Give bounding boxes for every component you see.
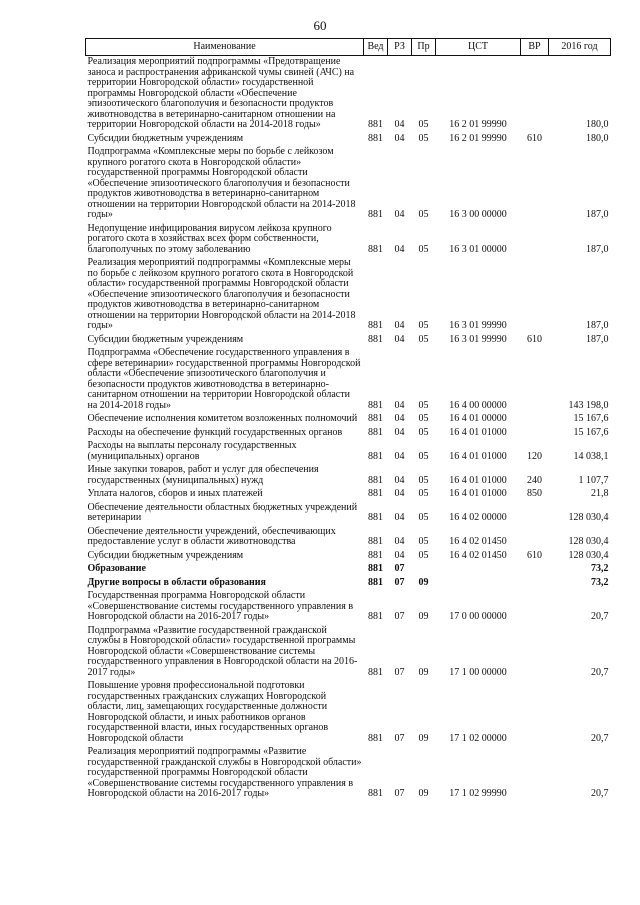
row-vr: 240: [527, 474, 542, 486]
row-cst: 16 3 01 99990: [449, 320, 507, 331]
row-ved: 881: [368, 488, 383, 499]
header-year: 2016 год: [549, 39, 611, 56]
table-row: [86, 440, 611, 464]
table-row: [86, 625, 611, 681]
row-vr: [521, 680, 549, 746]
row-ved: 881: [368, 512, 383, 523]
row-pr: 05: [418, 549, 429, 561]
row-name: Обеспечение деятельности областных бюджетных учреждений ветеринарии: [87, 501, 358, 523]
row-rz: 04: [394, 512, 405, 523]
row-amount: 20,7: [591, 788, 609, 799]
row-rz: 07: [394, 563, 405, 574]
row-name: Реализация мероприятий подпрограммы «Развитие государственной гражданской службы в Новгородской области» государственной программы Новгородской области «Совершенствование системы государственного управления в Новгородской области на 2016-2017 годы»: [87, 746, 362, 799]
row-pr: 05: [418, 119, 429, 130]
row-name: Реализация мероприятий подпрограммы «Предотвращение заноса и распространения африканской чумы свиней (АЧС) на территории Новгородской области» государственной программы Новгородской области «Обеспечение эпизоотического благополучия и безопасности продуктов животноводства в ветеринарно-санитарном отношении на территории Новгородской области на 2014-2018 годы»: [87, 56, 355, 130]
table-row: [86, 257, 611, 334]
row-cst: 16 4 01 01000: [449, 426, 507, 438]
row-name: Уплата налогов, сборов и иных платежей: [87, 488, 263, 499]
row-rz: 07: [394, 611, 405, 622]
row-ved: 881: [368, 450, 383, 462]
table-row: [86, 680, 611, 746]
row-cst: 16 4 02 00000: [449, 512, 507, 523]
row-vr: 120: [527, 450, 542, 462]
table-row: [86, 488, 611, 502]
row-vr: [521, 146, 549, 223]
row-name: Реализация мероприятий подпрограммы «Комплексные меры по борьбе с лейкозом крупного рогатого скота в Новгородской области» государственной программы Новгородской области «Обеспечение эпизоотического благополучия и безопасности продуктов животноводства в ветеринарно-санитарном отношении на территории Новгородской области на 2014-2018 годы»: [87, 257, 356, 331]
table-row: [86, 223, 611, 258]
row-ved: 881: [368, 243, 383, 255]
row-ved: 881: [368, 399, 383, 411]
row-pr: 05: [418, 413, 429, 424]
row-pr: 05: [418, 426, 429, 438]
row-name: Расходы на обеспечение функций государственных органов: [87, 426, 343, 438]
row-cst: 17 1 02 99990: [449, 788, 507, 799]
row-ved: 881: [368, 474, 383, 486]
row-pr: 05: [418, 209, 429, 220]
row-name: Недопущение инфицирования вирусом лейкоза крупного рогатого скота в хозяйствах всех форм собственности, благополучных по этому заболеванию: [87, 222, 332, 255]
table-row: [86, 334, 611, 348]
table-row: [86, 502, 611, 526]
row-name: Другие вопросы в области образования: [87, 576, 266, 588]
row-rz: 04: [394, 450, 405, 462]
table-row: [86, 347, 611, 413]
row-pr: 05: [418, 320, 429, 331]
row-ved: 881: [368, 732, 383, 744]
row-vr: 850: [527, 488, 542, 499]
row-rz: 07: [394, 788, 405, 799]
row-name: Субсидии бюджетным учреждениям: [87, 333, 244, 345]
row-ved: 881: [368, 333, 383, 345]
row-rz: 04: [394, 536, 405, 547]
row-name: Повышение уровня профессиональной подготовки государственных гражданских служащих Новгородской области, лиц, замещающих государственные должности Новгородской области, и иных работников органов государственной власти, иных государственных органов Новгородской области: [87, 680, 329, 744]
table-row: [86, 56, 611, 133]
row-ved: 881: [368, 426, 383, 438]
row-cst: 16 4 01 01000: [449, 488, 507, 499]
row-ved: 881: [368, 536, 383, 547]
row-name: Государственная программа Новгородской области «Совершенствование системы государственного управления в Новгородской области на 2016-2017 годы»: [87, 590, 354, 622]
header-cst: ЦСТ: [436, 39, 521, 56]
row-amount: 21,8: [591, 488, 609, 499]
row-rz: 04: [394, 320, 405, 331]
table-row: [86, 427, 611, 441]
row-amount: 20,7: [591, 666, 609, 678]
row-vr: [521, 427, 549, 441]
header-vr: ВР: [521, 39, 549, 56]
budget-table: [85, 38, 611, 802]
table-row: [86, 133, 611, 147]
row-ved: 881: [368, 563, 383, 574]
header-rz: РЗ: [388, 39, 412, 56]
table-body: [86, 56, 611, 802]
table-row: [86, 550, 611, 564]
row-cst: 17 0 00 00000: [449, 611, 507, 622]
row-name: Обеспечение исполнения комитетом возложенных полномочий: [87, 413, 358, 424]
row-vr: 610: [527, 333, 542, 345]
row-cst: 16 2 01 99990: [449, 119, 507, 130]
row-cst: 16 4 02 01450: [449, 536, 507, 547]
page-number: 60: [313, 18, 327, 33]
row-name: Подпрограмма «Развитие государственной гражданской службы в Новгородской области» государственной программы Новгородской области «Совершенствование системы государственного управления в Новгородской области на 2016-2017 годы»: [87, 624, 358, 678]
row-vr: [521, 223, 549, 258]
row-amount: 14 038,1: [573, 450, 609, 462]
row-amount: 128 030,4: [568, 536, 609, 547]
row-pr: 05: [418, 488, 429, 499]
row-pr: 05: [418, 450, 429, 462]
row-cst: [436, 577, 521, 591]
row-pr: 09: [418, 666, 429, 678]
row-ved: 881: [368, 611, 383, 622]
row-amount: 15 167,6: [573, 413, 609, 424]
row-amount: 187,0: [586, 333, 609, 345]
row-rz: 04: [394, 413, 405, 424]
row-cst: 16 4 01 01000: [449, 450, 507, 462]
row-vr: 610: [527, 549, 542, 561]
row-amount: 128 030,4: [568, 549, 609, 561]
row-rz: 04: [394, 119, 405, 130]
row-rz: 04: [394, 243, 405, 255]
row-pr: 09: [418, 611, 429, 622]
row-rz: 04: [394, 549, 405, 561]
table-row: [86, 746, 611, 802]
row-rz: 04: [394, 132, 405, 144]
header-ved: Вед: [364, 39, 388, 56]
row-cst: 16 4 01 00000: [449, 413, 507, 424]
table-row: [86, 464, 611, 488]
row-cst: 17 1 02 00000: [449, 732, 507, 744]
row-amount: 180,0: [586, 132, 609, 144]
row-rz: 04: [394, 474, 405, 486]
row-cst: 16 3 01 99990: [449, 333, 507, 345]
row-vr: 610: [527, 132, 542, 144]
row-amount: 187,0: [586, 320, 609, 331]
table-row: [86, 413, 611, 427]
row-cst: 16 3 00 00000: [449, 209, 507, 220]
row-name: Подпрограмма «Комплексные меры по борьбе с лейкозом крупного рогатого скота в Новгородской области» государственной программы Новгородской области «Обеспечение эпизоотического благополучия и безопасности продуктов животноводства в ветеринарно-санитарном отношении на территории Новгородской области на 2014-2018 годы»: [87, 146, 356, 220]
row-name: Субсидии бюджетным учреждениям: [87, 132, 244, 144]
row-pr: 05: [418, 399, 429, 411]
row-vr: [521, 590, 549, 625]
row-vr: [521, 746, 549, 802]
row-vr: [521, 347, 549, 413]
row-ved: 881: [368, 119, 383, 130]
row-rz: 07: [394, 732, 405, 744]
row-amount: 128 030,4: [568, 512, 609, 523]
header-pr: Пр: [412, 39, 436, 56]
row-vr: [521, 563, 549, 577]
row-vr: [521, 577, 549, 591]
row-pr: [412, 563, 436, 577]
row-rz: 04: [394, 399, 405, 411]
header-name: Наименование: [86, 39, 364, 56]
row-rz: 04: [394, 333, 405, 345]
row-cst: 16 4 01 01000: [449, 474, 507, 486]
row-ved: 881: [368, 549, 383, 561]
row-name: Образование: [87, 563, 146, 574]
row-pr: 05: [418, 333, 429, 345]
table-row: [86, 590, 611, 625]
table-header: [86, 39, 611, 56]
row-name: Подпрограмма «Обеспечение государственного управления в сфере ветеринарии» государственной программы Новгородской области «Обеспечение эпизоотического благополучия и безопасности продуктов животноводства в ветеринарно-санитарном отношении на территории Новгородской области на 2014-2018 годы»: [87, 347, 361, 411]
row-vr: [521, 413, 549, 427]
row-cst: 16 2 01 99990: [449, 132, 507, 144]
row-ved: 881: [368, 576, 383, 588]
row-vr: [521, 502, 549, 526]
row-amount: 20,7: [591, 611, 609, 622]
row-amount: 73,2: [591, 563, 609, 574]
row-pr: 05: [418, 512, 429, 523]
row-cst: [436, 563, 521, 577]
row-pr: 05: [418, 536, 429, 547]
row-pr: 05: [418, 474, 429, 486]
row-amount: 1 107,7: [578, 474, 609, 486]
table-row: [86, 577, 611, 591]
row-amount: 143 198,0: [568, 399, 609, 411]
row-rz: 07: [394, 666, 405, 678]
row-vr: [521, 56, 549, 133]
row-rz: 04: [394, 488, 405, 499]
row-pr: 09: [418, 576, 429, 588]
row-rz: 07: [394, 576, 405, 588]
row-ved: 881: [368, 788, 383, 799]
row-ved: 881: [368, 320, 383, 331]
row-amount: 180,0: [586, 119, 609, 130]
row-name: Расходы на выплаты персоналу государственных (муниципальных) органов: [87, 440, 297, 462]
row-vr: [521, 625, 549, 681]
table-row: [86, 526, 611, 550]
row-cst: 16 4 00 00000: [449, 399, 507, 411]
row-pr: 05: [418, 132, 429, 144]
row-pr: 05: [418, 243, 429, 255]
row-cst: 16 3 01 00000: [449, 243, 507, 255]
row-ved: 881: [368, 132, 383, 144]
row-amount: 187,0: [586, 209, 609, 220]
row-cst: 17 1 00 00000: [449, 666, 507, 678]
row-name: Иные закупки товаров, работ и услуг для обеспечения государственных (муниципальных) нужд: [87, 464, 319, 486]
row-vr: [521, 526, 549, 550]
row-amount: 20,7: [591, 732, 609, 744]
row-vr: [521, 257, 549, 334]
row-cst: 16 4 02 01450: [449, 549, 507, 561]
row-amount: 15 167,6: [573, 426, 609, 438]
row-rz: 04: [394, 426, 405, 438]
row-name: Обеспечение деятельности учреждений, обеспечивающих предоставление услуг в области животноводства: [87, 525, 336, 547]
row-name: Субсидии бюджетным учреждениям: [87, 549, 244, 561]
row-amount: 73,2: [591, 576, 609, 588]
row-pr: 09: [418, 788, 429, 799]
table-row: [86, 563, 611, 577]
row-ved: 881: [368, 413, 383, 424]
row-rz: 04: [394, 209, 405, 220]
row-pr: 09: [418, 732, 429, 744]
row-amount: 187,0: [586, 243, 609, 255]
row-ved: 881: [368, 666, 383, 678]
row-ved: 881: [368, 209, 383, 220]
table-row: [86, 146, 611, 223]
